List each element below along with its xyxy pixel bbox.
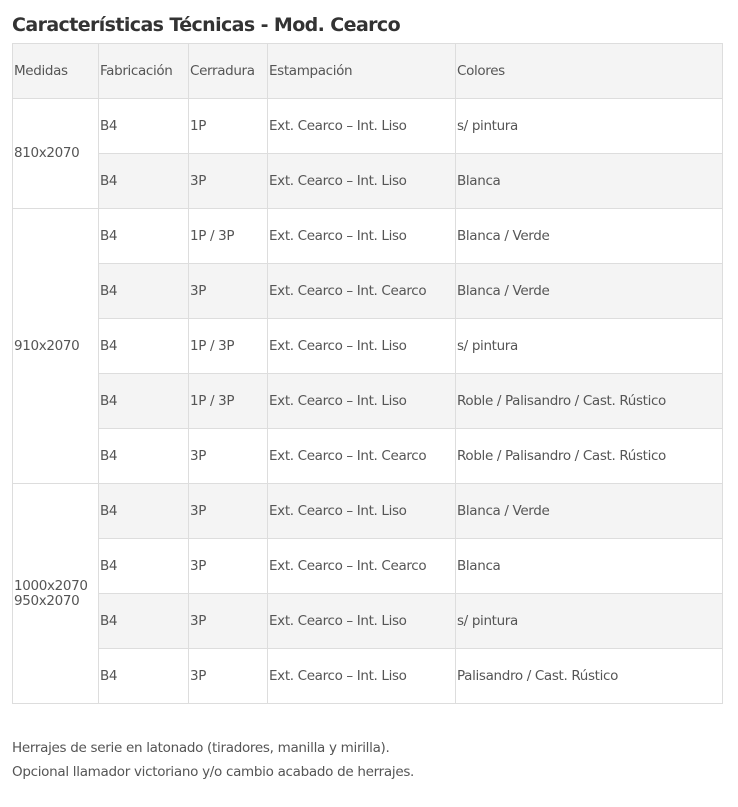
cerradura-cell: 3P <box>189 594 268 649</box>
fabricacion-cell: B4 <box>99 649 189 704</box>
table-row <box>13 594 723 649</box>
note-opcional: Opcional llamador victoriano y/o cambio acabado de herrajes. <box>12 764 415 780</box>
estampacion-cell: Ext. Cearco – Int. Cearco <box>268 429 456 484</box>
estampacion-cell: Ext. Cearco – Int. Cearco <box>268 539 456 594</box>
table-header-row <box>13 44 723 99</box>
colores-cell: Blanca <box>456 539 723 594</box>
cerradura-cell: 3P <box>189 154 268 209</box>
fabricacion-cell: B4 <box>99 429 189 484</box>
medidas-cell <box>13 209 99 484</box>
table-row <box>13 539 723 594</box>
header-cerradura: Cerradura <box>189 44 268 99</box>
table-row <box>13 319 723 374</box>
fabricacion-cell: B4 <box>99 374 189 429</box>
estampacion-cell: Ext. Cearco – Int. Liso <box>268 649 456 704</box>
colores-cell: Roble / Palisandro / Cast. Rústico <box>456 429 723 484</box>
estampacion-cell: Ext. Cearco – Int. Liso <box>268 154 456 209</box>
note-herrajes: Herrajes de serie en latonado (tiradores, manilla y mirilla). <box>12 740 390 756</box>
medidas-cell <box>13 99 99 209</box>
estampacion-cell: Ext. Cearco – Int. Liso <box>268 99 456 154</box>
cerradura-cell: 1P / 3P <box>189 374 268 429</box>
table-row <box>13 374 723 429</box>
colores-cell: s/ pintura <box>456 99 723 154</box>
page-title: Características Técnicas - Mod. Cearco <box>12 14 401 36</box>
header-fabricacion: Fabricación <box>99 44 189 99</box>
cerradura-cell: 3P <box>189 649 268 704</box>
cerradura-cell: 3P <box>189 539 268 594</box>
colores-cell: s/ pintura <box>456 594 723 649</box>
estampacion-cell: Ext. Cearco – Int. Liso <box>268 374 456 429</box>
table-row <box>13 484 723 539</box>
colores-cell: Roble / Palisandro / Cast. Rústico <box>456 374 723 429</box>
table-row <box>13 264 723 319</box>
fabricacion-cell: B4 <box>99 484 189 539</box>
cerradura-cell: 1P / 3P <box>189 209 268 264</box>
fabricacion-cell: B4 <box>99 594 189 649</box>
colores-cell: s/ pintura <box>456 319 723 374</box>
cerradura-cell: 3P <box>189 429 268 484</box>
header-colores: Colores <box>456 44 723 99</box>
estampacion-cell: Ext. Cearco – Int. Liso <box>268 209 456 264</box>
cerradura-cell: 3P <box>189 264 268 319</box>
colores-cell: Palisandro / Cast. Rústico <box>456 649 723 704</box>
fabricacion-cell: B4 <box>99 264 189 319</box>
table-row <box>13 99 723 154</box>
table-body <box>13 99 723 704</box>
colores-cell: Blanca <box>456 154 723 209</box>
estampacion-cell: Ext. Cearco – Int. Liso <box>268 319 456 374</box>
estampacion-cell: Ext. Cearco – Int. Liso <box>268 484 456 539</box>
medida-value: 810x2070 <box>14 145 80 161</box>
cerradura-cell: 1P / 3P <box>189 319 268 374</box>
table-row <box>13 649 723 704</box>
table-row <box>13 429 723 484</box>
colores-cell: Blanca / Verde <box>456 264 723 319</box>
header-medidas: Medidas <box>13 44 99 99</box>
fabricacion-cell: B4 <box>99 209 189 264</box>
table-row <box>13 154 723 209</box>
estampacion-cell: Ext. Cearco – Int. Liso <box>268 594 456 649</box>
fabricacion-cell: B4 <box>99 319 189 374</box>
fabricacion-cell: B4 <box>99 154 189 209</box>
medida-value: 950x2070 <box>14 592 80 609</box>
fabricacion-cell: B4 <box>99 539 189 594</box>
colores-cell: Blanca / Verde <box>456 209 723 264</box>
fabricacion-cell: B4 <box>99 99 189 154</box>
cerradura-cell: 3P <box>189 484 268 539</box>
header-estampacion: Estampación <box>268 44 456 99</box>
colores-cell: Blanca / Verde <box>456 484 723 539</box>
table-row <box>13 209 723 264</box>
medida-value: 910x2070 <box>14 337 80 354</box>
medidas-cell <box>13 484 99 704</box>
estampacion-cell: Ext. Cearco – Int. Cearco <box>268 264 456 319</box>
notes <box>12 736 414 784</box>
cerradura-cell: 1P <box>189 99 268 154</box>
specs-table <box>12 43 723 704</box>
medida-value: 1000x2070 <box>14 577 88 594</box>
